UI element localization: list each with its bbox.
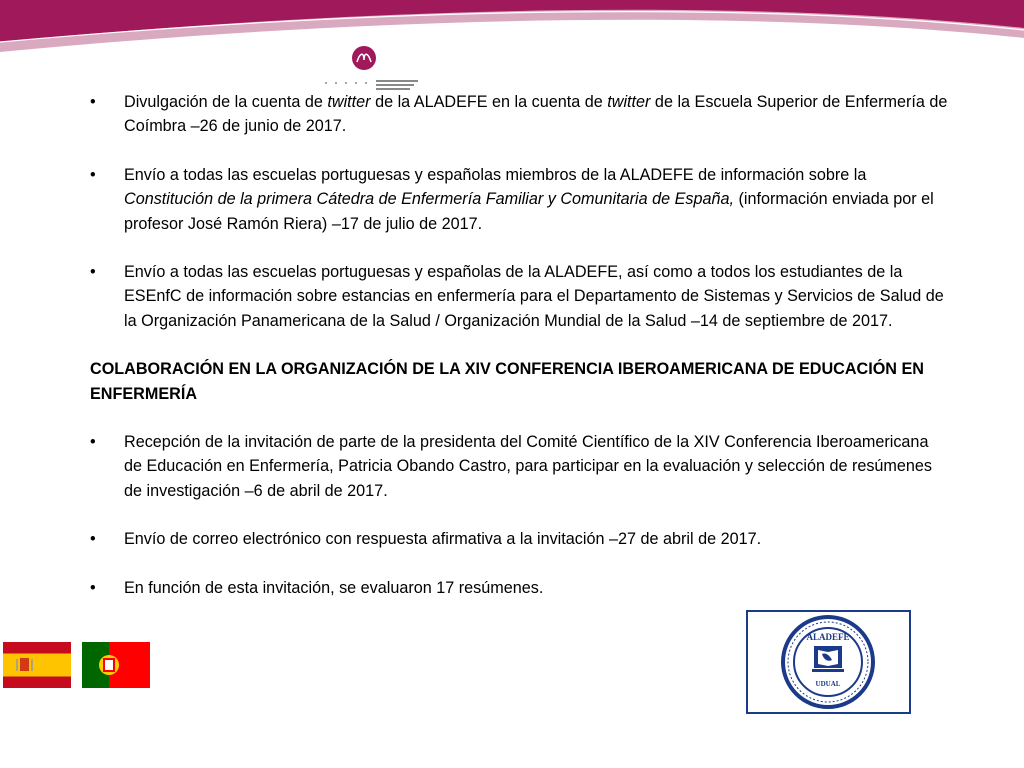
spain-flag-icon <box>3 642 71 688</box>
bullet-marker <box>90 576 124 600</box>
bullet-marker <box>90 430 124 503</box>
bullet-text: Envío a todas las escuelas portuguesas y españolas de la ALADEFE, así como a todos los estudiantes de la ESEnfC de información sobre estancias en enfermería para el Departamento de Sistemas y Servicios de Salud de la Organización Panamericana de la Salud / Organización Mundial de la Salud –14 de septiembre de 2017. <box>124 263 944 330</box>
aladefe-logo-bottom-text: UDUAL <box>815 680 841 688</box>
bullet-text: Divulgación de la cuenta de twitter de la ALADEFE en la cuenta de twitter de la Escuela Superior de Enfermería de Coímbra –26 de junio de 2017. <box>124 93 948 136</box>
bullet-marker <box>90 260 124 333</box>
bullet-item <box>90 430 950 503</box>
bullet-marker <box>90 527 124 551</box>
bullet-list-top <box>90 90 950 333</box>
section-heading: COLABORACIÓN EN LA ORGANIZACIÓN DE LA XIV CONFERENCIA IBEROAMERICANA DE EDUCACIÓN EN ENFERMERÍA <box>90 360 924 403</box>
bullet-text: Envío a todas las escuelas portuguesas y españolas miembros de la ALADEFE de información sobre la Constitución de la primera Cátedra de Enfermería Familiar y Comunitaria de España, (información enviada por el profesor José Ramón Riera) –17 de julio de 2017. <box>124 165 934 233</box>
bullet-text: En función de esta invitación, se evaluaron 17 resúmenes. <box>124 578 544 597</box>
bullet-item <box>90 163 950 236</box>
bullet-item <box>90 90 950 139</box>
slide-content <box>90 90 950 624</box>
bullet-marker <box>90 163 124 236</box>
bullet-marker <box>90 90 124 139</box>
portugal-flag-icon <box>82 642 150 688</box>
aladefe-logo-top-text: ALADEFE <box>806 632 850 642</box>
bullet-item <box>90 260 950 333</box>
bullet-text: Envío de correo electrónico con respuesta afirmativa a la invitación –27 de abril de 2017. <box>124 530 762 549</box>
header-swoosh <box>0 0 1024 100</box>
bullet-item <box>90 527 950 551</box>
bullet-item <box>90 576 950 600</box>
bullet-list-bottom <box>90 430 950 600</box>
bullet-text: Recepción de la invitación de parte de la presidenta del Comité Científico de la XIV Conferencia Iberoamericana de Educación en Enfermería, Patricia Obando Castro, para participar en la evaluación y selección de resúmenes de investigación –6 de abril de 2017. <box>124 433 933 500</box>
aladefe-logo <box>746 610 911 714</box>
